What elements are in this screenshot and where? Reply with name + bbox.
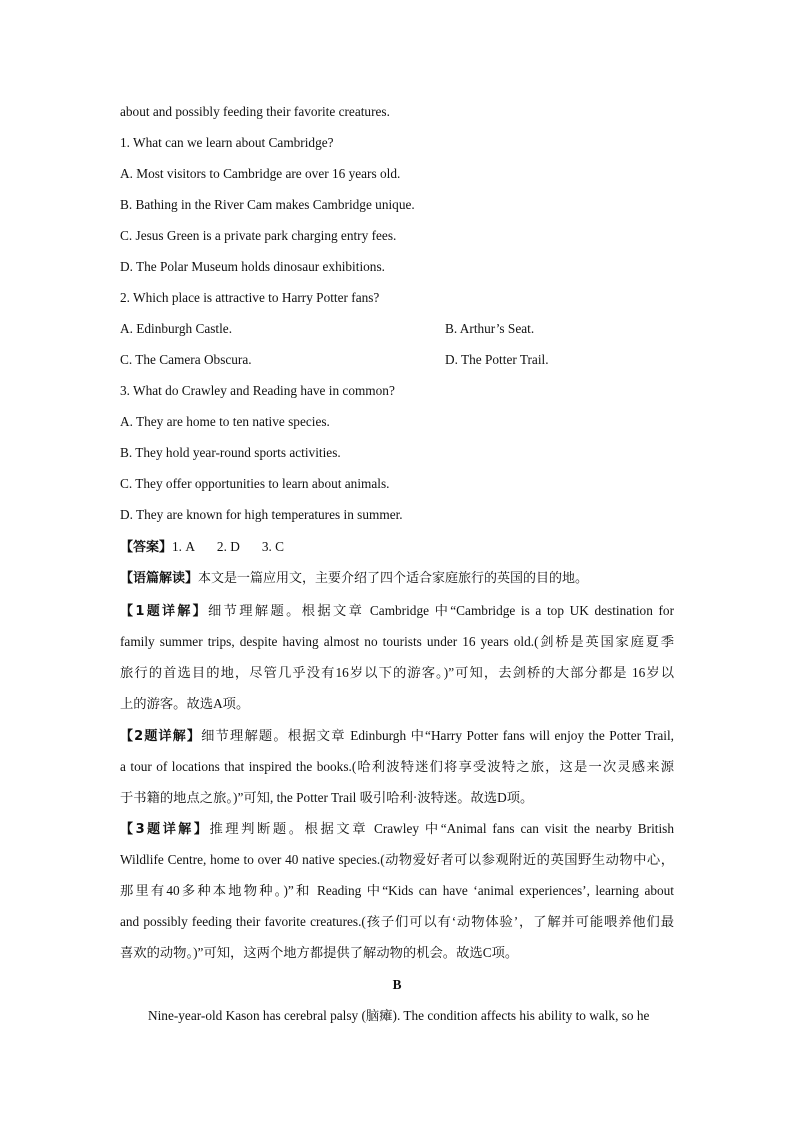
- summary-label: 【语篇解读】: [120, 571, 199, 586]
- answer-3: 3. C: [261, 539, 284, 554]
- answer-2: 2. D: [216, 539, 240, 554]
- continued-text-line: about and possibly feeding their favorite creatures.: [120, 104, 390, 119]
- question-3-option-c: C. They offer opportunities to learn about animals.: [120, 476, 390, 491]
- question-3-option-a: A. They are home to ten native species.: [120, 414, 330, 429]
- detail-3-line-2: Wildlife Centre, home to over 40 native species.(动物爱好者可以参观附近的英国野生动物中心，: [120, 852, 674, 867]
- question-2-stem: 2. Which place is attractive to Harry Potter fans?: [120, 290, 380, 305]
- detail-2-label: 【2题详解】: [120, 729, 202, 744]
- question-3-option-b: B. They hold year-round sports activities.: [120, 445, 341, 460]
- detail-3-line-3: 那里有40多种本地物种。)”和 Reading 中“Kids can have ‘animal experiences’, learning about: [120, 883, 674, 898]
- question-1-option-b: B. Bathing in the River Cam makes Cambridge unique.: [120, 197, 415, 212]
- detail-1-label: 【1题详解】: [120, 604, 209, 619]
- detail-3-line-4: and possibly feeding their favorite creatures.(孩子们可以有‘动物体验’，了解并可能喂养他们最: [120, 914, 674, 929]
- question-3-option-d: D. They are known for high temperatures in summer.: [120, 507, 403, 522]
- detail-2-line-3: 于书籍的地点之旅。)”可知, the Potter Trail 吸引哈利·波特迷。故选D项。: [120, 790, 534, 805]
- question-3-stem: 3. What do Crawley and Reading have in common?: [120, 383, 395, 398]
- section-b-heading: B: [392, 977, 402, 992]
- summary-text: 本文是一篇应用文，主要介绍了四个适合家庭旅行的英国的目的地。: [198, 571, 589, 586]
- detail-2-text-1: 细节理解题。根据文章 Edinburgh 中“Harry Potter fans will enjoy the Potter Trail,: [201, 728, 675, 743]
- detail-3-text-1: 推理判断题。根据文章 Crawley 中“Animal fans can visit the nearby British: [209, 821, 674, 836]
- answer-1: 1. A: [172, 539, 195, 554]
- question-1-option-a: A. Most visitors to Cambridge are over 16 years old.: [120, 166, 401, 181]
- question-1-option-d: D. The Polar Museum holds dinosaur exhibitions.: [120, 259, 385, 274]
- detail-3-line-1: [120, 821, 674, 838]
- question-2-option-a: A. Edinburgh Castle.: [120, 321, 233, 336]
- question-1-option-c: C. Jesus Green is a private park charging entry fees.: [120, 228, 397, 243]
- question-2-option-d: D. The Potter Trail.: [445, 352, 549, 367]
- detail-1-line-4: 上的游客。故选A项。: [120, 696, 250, 711]
- question-2-option-b: B. Arthur’s Seat.: [445, 321, 535, 336]
- detail-2-line-1: [120, 728, 674, 745]
- answer-line: [120, 539, 284, 556]
- section-b-first-line: Nine-year-old Kason has cerebral palsy (脑瘫). The condition affects his ability to walk, so he: [148, 1008, 650, 1023]
- answer-label: 【答案】: [120, 540, 173, 555]
- detail-3-label: 【3题详解】: [120, 822, 210, 837]
- detail-1-line-2: family summer trips, despite having almost no tourists under 16 years old.(剑桥是英国家庭夏季: [120, 634, 674, 649]
- detail-2-line-2: a tour of locations that inspired the books.(哈利波特迷们将享受波特之旅，这是一次灵感来源: [120, 759, 674, 774]
- summary-line: [120, 571, 588, 587]
- detail-1-text-1: 细节理解题。根据文章 Cambridge 中“Cambridge is a top UK destination for: [208, 603, 674, 618]
- detail-1-line-3: 旅行的首选目的地，尽管几乎没有16岁以下的游客。)”可知，去剑桥的大部分都是 16岁以: [120, 665, 674, 680]
- detail-1-line-1: [120, 603, 674, 620]
- question-1-stem: 1. What can we learn about Cambridge?: [120, 135, 334, 150]
- detail-3-line-5: 喜欢的动物。)”可知，这两个地方都提供了解动物的机会。故选C项。: [120, 945, 519, 960]
- question-2-option-c: C. The Camera Obscura.: [120, 352, 252, 367]
